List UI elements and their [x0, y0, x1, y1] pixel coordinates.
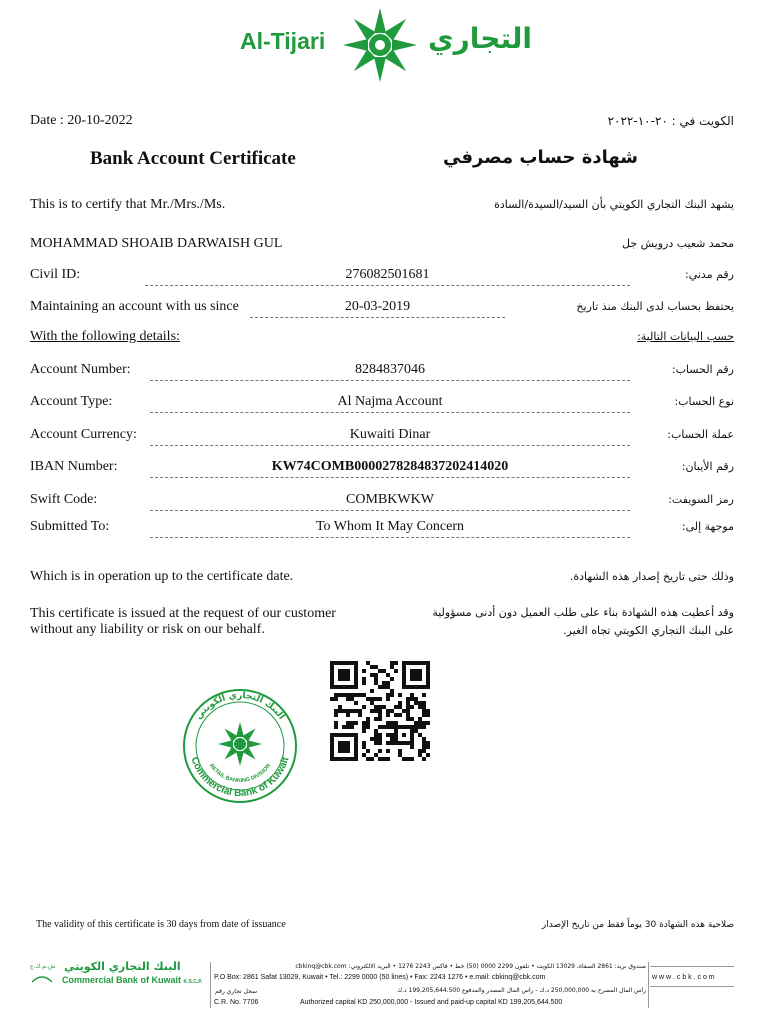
- liability-en-line2: without any liability or risk on our behalf.: [30, 622, 265, 637]
- iban-label: IBAN Number:: [30, 459, 118, 474]
- footer-logo-ar-small: ش.م.ك.ع: [30, 963, 56, 970]
- account-type-label-ar: نوع الحساب:: [674, 395, 734, 408]
- liability-ar-line1: وقد أعطيت هذه الشهادة بناء على طلب العميل دون أدنى مسؤولية: [432, 606, 734, 619]
- footer-capital-ar: رأس المال المصرح به 250,000,000 د.ك - رأس المال المصدر والمدفوع 199,205,644.500 د.ك: [397, 987, 646, 994]
- account-type-value: Al Najma Account: [337, 394, 443, 409]
- swift-value: COMBKWKW: [346, 492, 434, 507]
- intro-ar: يشهد البنك التجاري الكويتي بأن السيد/السيدة/السادة: [494, 198, 734, 211]
- validity-ar: صلاحية هذه الشهادة 30 يوماً فقط من تاريخ الإصدار: [541, 920, 734, 930]
- footer-star-icon: [32, 972, 52, 984]
- customer-name-ar: محمد شعيب درويش جل: [622, 237, 734, 250]
- qr-code: [330, 661, 430, 761]
- footer-website: w w w . c b k . c o m: [652, 974, 715, 981]
- swift-label: Swift Code:: [30, 492, 98, 507]
- account-currency-label-ar: عملة الحساب:: [667, 428, 734, 441]
- details-heading-ar: حسب البيانات التالية:: [637, 330, 734, 343]
- title-en: Bank Account Certificate: [90, 148, 296, 169]
- footer-address-en: P.O Box: 2861 Safat 13029, Kuwait • Tel.: 2299 0000 (50 lines) • Fax: 2243 1276 • e.mail: cbkinq@cbk.com: [214, 974, 546, 981]
- account-currency-value: Kuwaiti Dinar: [349, 427, 431, 442]
- footer-logo-suffix: K.S.C.P.: [183, 979, 203, 985]
- brand-name-en: Al-Tijari: [240, 28, 326, 54]
- bank-stamp: [178, 688, 302, 804]
- since-value: 20-03-2019: [344, 299, 411, 314]
- footer-logo: [30, 962, 210, 990]
- footer-cr-ar: سجل تجاري رقم: [215, 988, 257, 995]
- operation-ar: وذلك حتى تاريخ إصدار هذه الشهادة.: [569, 570, 734, 583]
- date-en: Date : 20-10-2022: [30, 113, 133, 128]
- date-ar: الكويت في : ٢٠-١٠-٢٠٢٢: [607, 114, 734, 128]
- iban-value: KW74COMB0000278284837202414020: [271, 459, 509, 474]
- svg-text:البنك التجاري الكويتي: [194, 691, 286, 722]
- account-number-label-ar: رقم الحساب:: [671, 363, 734, 376]
- validity-en: The validity of this certificate is 30 days from date of issuance: [36, 919, 286, 930]
- account-number-label: Account Number:: [30, 362, 131, 377]
- footer-logo-en: Commercial Bank of Kuwait: [62, 975, 182, 985]
- swift-label-ar: رمز السويفت:: [668, 493, 734, 506]
- account-type-label: Account Type:: [30, 394, 113, 409]
- details-heading-en: With the following details:: [30, 329, 180, 344]
- account-currency-label: Account Currency:: [30, 427, 137, 442]
- footer-cr-en: C.R. No. 7706: [214, 999, 259, 1006]
- intro-en: This is to certify that Mr./Mrs./Ms.: [30, 197, 226, 212]
- stamp-bank-name: Commercial Bank of Kuwait: [188, 755, 292, 800]
- iban-label-ar: رقم الأيبان:: [681, 460, 734, 473]
- since-label: Maintaining an account with us since: [30, 299, 239, 314]
- operation-en: Which is in operation up to the certificate date.: [30, 569, 294, 584]
- footer-address-ar: صندوق بريد: 2861 الصفاة، 13029 الكويت • تلفون 2299 0000 (50) خط • فاكس 2243 1276 • البريد الالكتروني: cbkinq@cbk.com: [295, 963, 646, 970]
- civil-id-value: 276082501681: [345, 267, 430, 282]
- civil-id-label: Civil ID:: [30, 267, 81, 282]
- liability-ar-line2: على البنك التجاري الكويتي تجاه الغير.: [563, 624, 734, 637]
- civil-id-label-ar: رقم مدني:: [685, 268, 734, 281]
- since-label-ar: يحتفظ بحساب لدى البنك منذ تاريخ: [576, 300, 734, 313]
- stamp-division: RETAIL BANKING DIVISION: [207, 762, 273, 785]
- footer-capital-en: Authorized capital KD 250,000,000 - Issued and paid-up capital KD 199,205,644.500: [300, 999, 563, 1006]
- title-ar: شهادة حساب مصرفي: [443, 147, 638, 168]
- liability-en-line1: This certificate is issued at the request of our customer: [30, 606, 336, 621]
- footer-logo-ar: البنك التجاري الكويتي: [64, 960, 181, 973]
- star-logo-icon: [340, 6, 420, 84]
- brand-name-ar: التجاري: [428, 22, 533, 55]
- stamp-arabic-top: البنك التجاري الكويتي: [194, 690, 287, 722]
- submitted-to-label: Submitted To:: [30, 519, 110, 534]
- submitted-to-value: To Whom It May Concern: [315, 519, 465, 534]
- account-number-value: 8284837046: [355, 362, 425, 377]
- submitted-to-label-ar: موجهة إلى:: [681, 520, 734, 533]
- svg-text:RETAIL BANKING DIVISION: [208, 763, 272, 784]
- customer-name-en: MOHAMMAD SHOAIB DARWAISH GUL: [30, 236, 283, 251]
